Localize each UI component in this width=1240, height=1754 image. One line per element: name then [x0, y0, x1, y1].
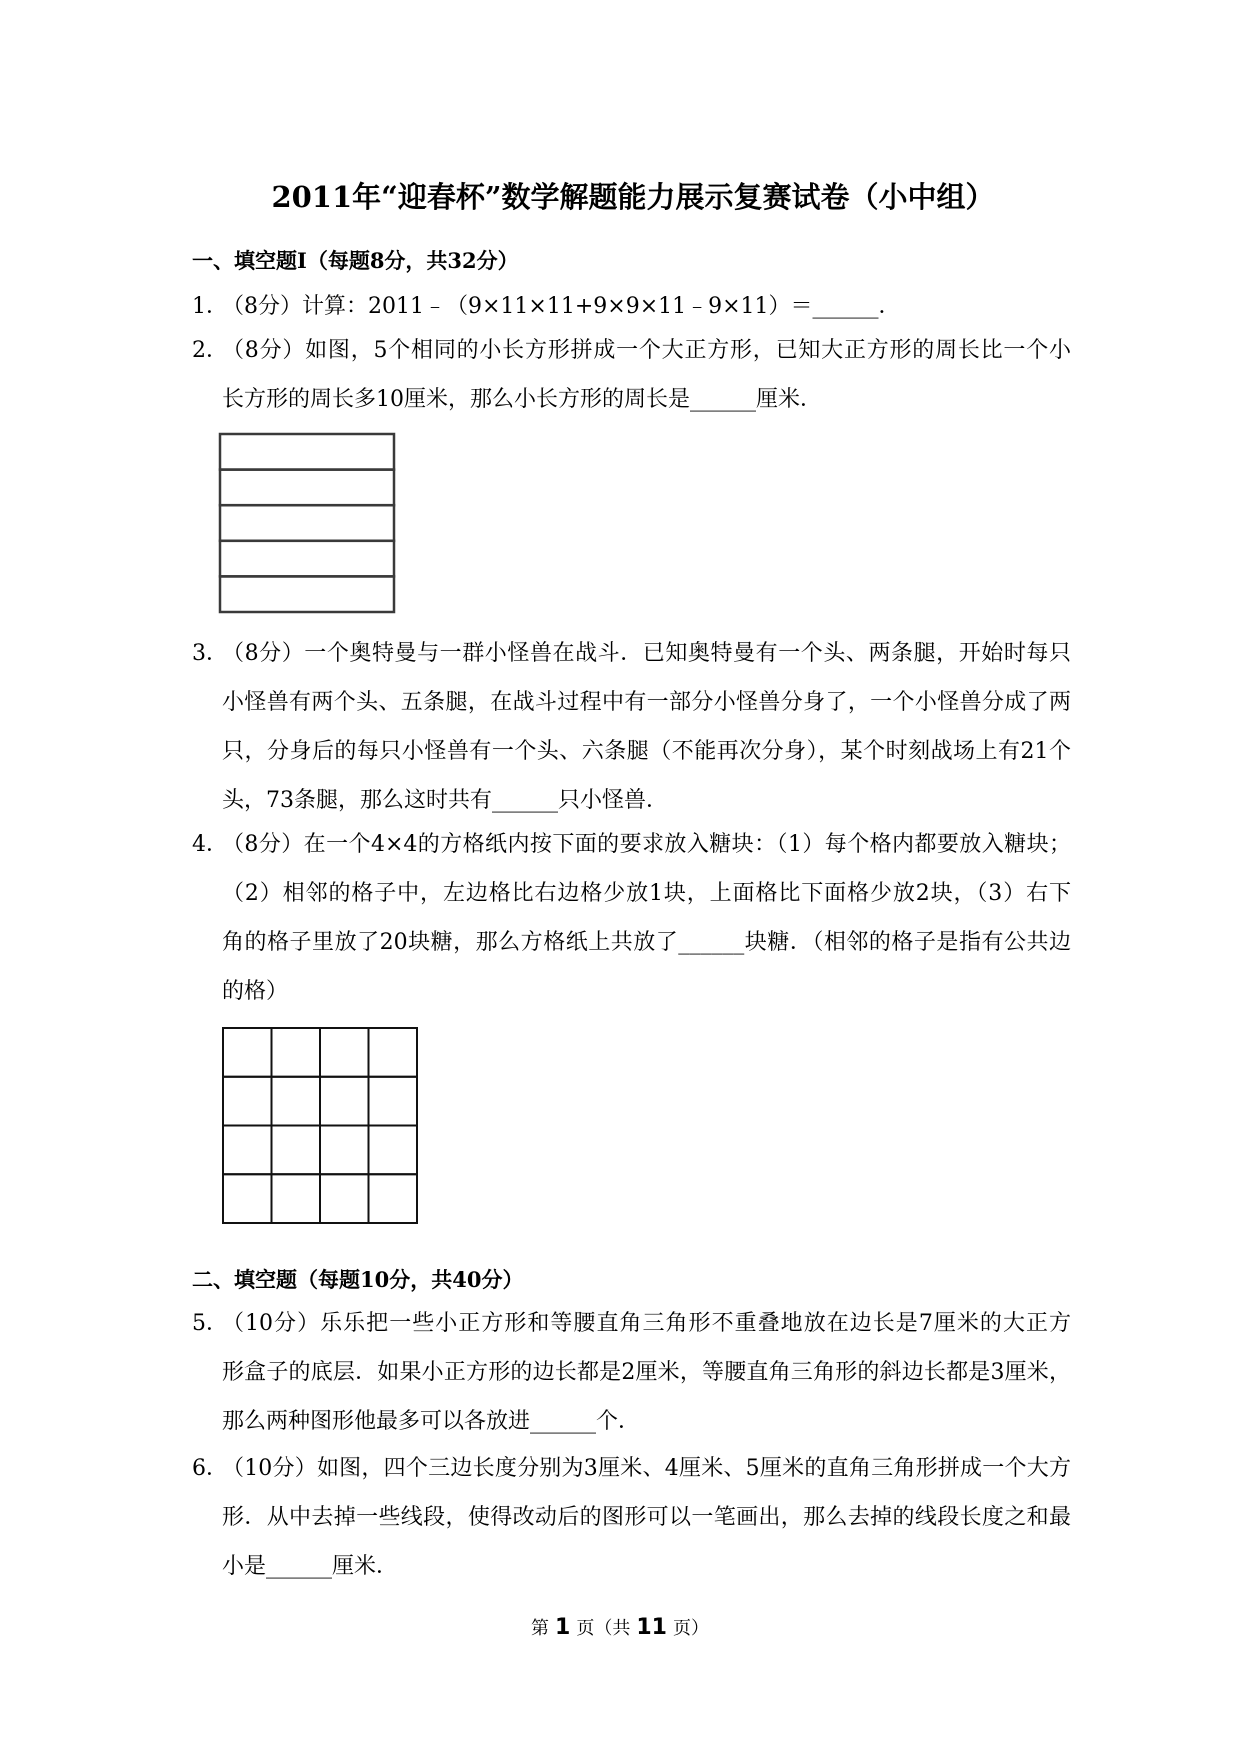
section-heading-2: 二、填空题（每题10分，共40分）	[192, 1267, 524, 1292]
page-footer	[0, 1613, 1240, 1644]
total-pages: 11	[636, 1615, 667, 1640]
grid-cell	[369, 1174, 418, 1223]
question-line: 形．从中去掉一些线段，使得改动后的图形可以一笔画出，那么去掉的线段长度之和最	[222, 1505, 1071, 1530]
question-line: 长方形的周长多10厘米，那么小长方形的周长是______厘米．	[222, 387, 822, 412]
rectangles-figure	[217, 431, 399, 615]
footer-prefix: 第	[531, 1618, 550, 1639]
question-5	[192, 1299, 1071, 1446]
question-line: 小怪兽有两个头、五条腿，在战斗过程中有一部分小怪兽分身了，一个小怪兽分成了两	[222, 690, 1071, 715]
question-line: （10分）如图，四个三边长度分别为3厘米、4厘米、5厘米的直角三角形拼成一个大方	[222, 1456, 1071, 1481]
small-rectangle	[220, 541, 394, 577]
question-line: 小是______厘米．	[222, 1554, 399, 1579]
grid-cell	[320, 1077, 369, 1126]
question-line: （8分）一个奥特曼与一群小怪兽在战斗．已知奥特曼有一个头、两条腿，开始时每只	[222, 641, 1071, 666]
grid-cell	[320, 1126, 369, 1175]
small-rectangle	[220, 470, 394, 506]
grid-cell	[223, 1028, 272, 1077]
footer-middle: 页（共	[576, 1618, 631, 1639]
section-heading-1: 一、填空题Ⅰ（每题8分，共32分）	[192, 248, 519, 273]
question-number: 4．	[192, 832, 228, 857]
page-number: 1	[555, 1615, 571, 1640]
question-line: 头，73条腿，那么这时共有______只小怪兽．	[222, 788, 668, 813]
question-line: 形盒子的底层．如果小正方形的边长都是2厘米，等腰直角三角形的斜边长都是3厘米，	[222, 1360, 1071, 1385]
grid-cell	[272, 1174, 321, 1223]
question-line: （8分）如图，5个相同的小长方形拼成一个大正方形，已知大正方形的周长比一个小	[222, 338, 1071, 363]
grid-cell	[369, 1028, 418, 1077]
question-2	[192, 326, 1071, 424]
grid-cell	[320, 1174, 369, 1223]
grid-cell	[223, 1174, 272, 1223]
grid-cell	[272, 1077, 321, 1126]
question-line: 那么两种图形他最多可以各放进______个．	[222, 1409, 641, 1434]
question-line: （2）相邻的格子中，左边格比右边格少放1块，上面格比下面格少放2块，（3）右下	[222, 881, 1071, 906]
question-line: （10分）乐乐把一些小正方形和等腰直角三角形不重叠地放在边长是7厘米的大正方	[222, 1311, 1071, 1336]
footer-suffix: 页）	[672, 1618, 709, 1639]
page-title: 2011年“迎春杯”数学解题能力展示复赛试卷（小中组）	[271, 180, 995, 214]
grid-cell	[272, 1126, 321, 1175]
question-6	[192, 1444, 1071, 1591]
question-4	[192, 820, 1071, 1016]
question-number: 1．	[192, 294, 228, 319]
question-number: 5．	[192, 1311, 228, 1336]
grid-cell	[223, 1126, 272, 1175]
question-line: 的格）	[222, 979, 289, 1004]
question-line: （8分）计算：2011﹣（9×11×11+9×9×11﹣9×11）＝______．	[222, 294, 901, 319]
question-number: 3．	[192, 641, 228, 666]
grid-cell	[223, 1077, 272, 1126]
question-number: 2．	[192, 338, 228, 363]
grid-figure	[221, 1026, 419, 1225]
grid-cell	[369, 1126, 418, 1175]
question-number: 6．	[192, 1456, 228, 1481]
small-rectangle	[220, 576, 394, 612]
question-line: 角的格子里放了20块糖，那么方格纸上共放了______块糖．（相邻的格子是指有公共边	[222, 930, 1071, 955]
grid-cell	[272, 1028, 321, 1077]
small-rectangle	[220, 505, 394, 541]
question-line: 只，分身后的每只小怪兽有一个头、六条腿（不能再次分身），某个时刻战场上有21个	[222, 739, 1071, 764]
small-rectangle	[220, 434, 394, 470]
grid-cell	[369, 1077, 418, 1126]
question-line: （8分）在一个4×4的方格纸内按下面的要求放入糖块：（1）每个格内都要放入糖块；	[222, 832, 1071, 857]
question-1	[192, 282, 1071, 331]
grid-cell	[320, 1028, 369, 1077]
question-3	[192, 629, 1071, 825]
